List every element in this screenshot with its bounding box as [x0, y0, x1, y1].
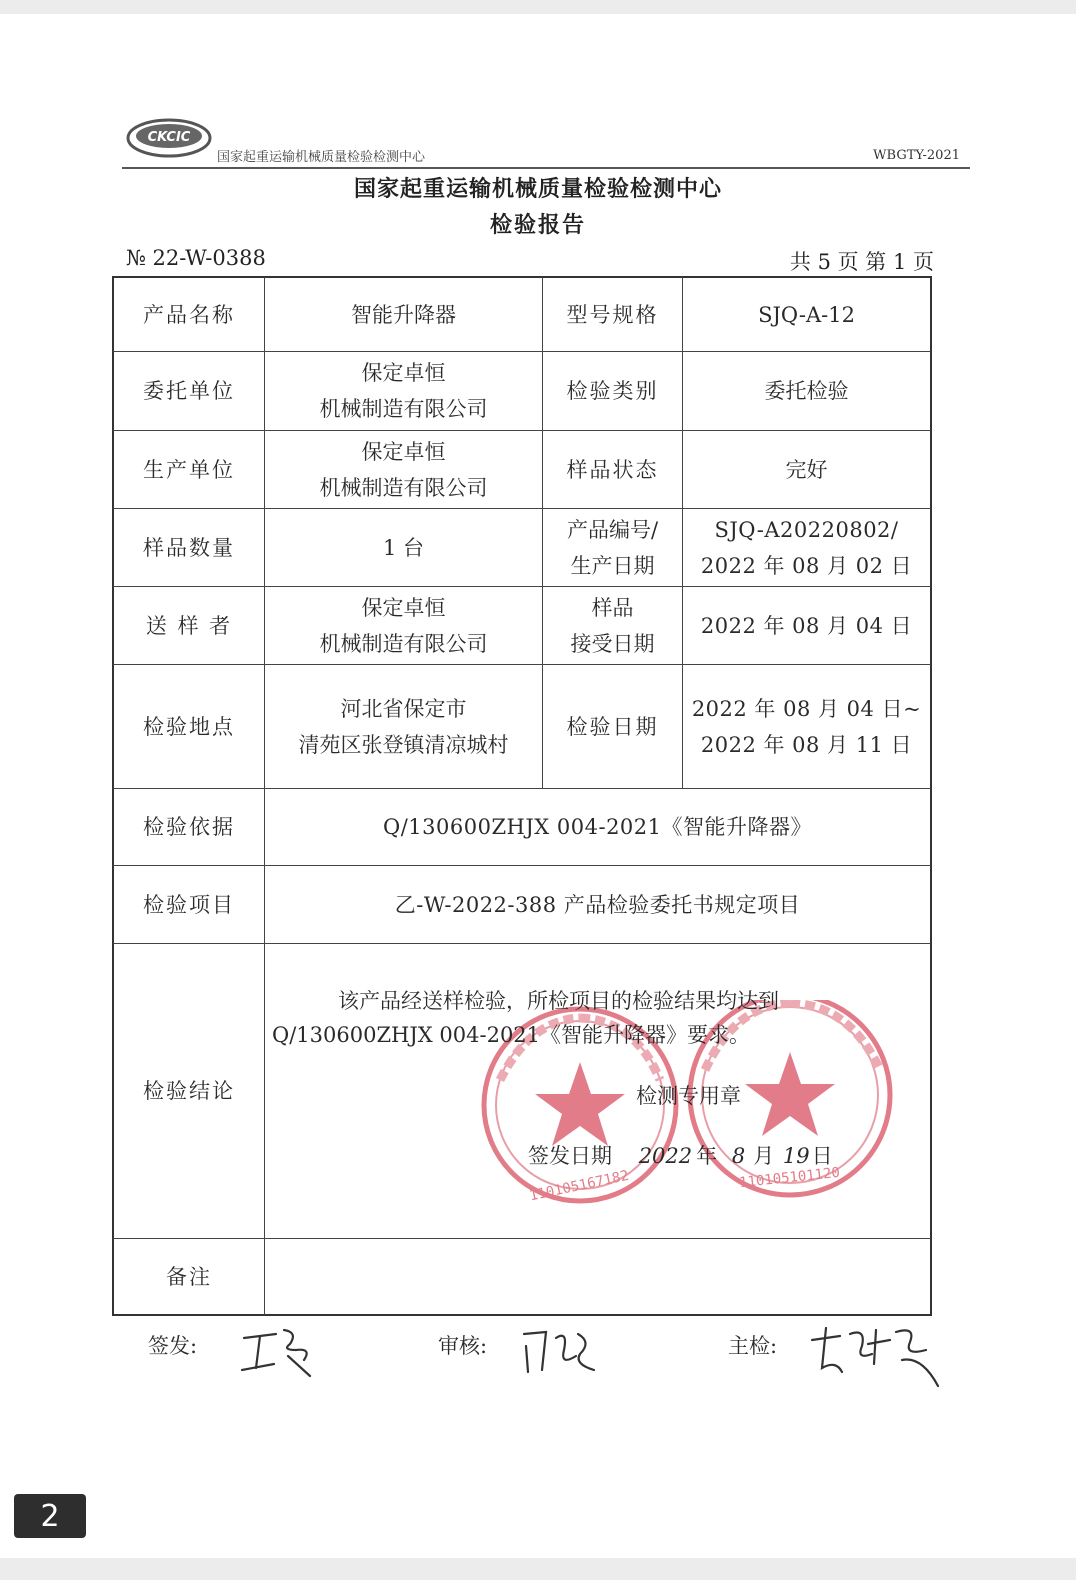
report-number: № 22-W-0388 [126, 246, 266, 270]
inspection-date-label: 检验日期 [566, 714, 659, 739]
received-date-label: 样品 接受日期 [570, 595, 655, 656]
model-label: 型号规格 [566, 302, 659, 327]
left-seal-code: 110105167182 [528, 1167, 631, 1205]
conclusion-label: 检验结论 [143, 1079, 235, 1103]
basis-label: 检验依据 [143, 815, 235, 839]
issuer-label: 签发: [148, 1334, 198, 1358]
serial-value: SJQ-A20220802/ 2022 年 08 月 02 日 [700, 517, 913, 578]
items-value: 乙-W-2022-388 产品检验委托书规定项目 [394, 892, 801, 917]
producer-value: 保定卓恒 机械制造有限公司 [319, 439, 488, 500]
client-value: 保定卓恒 机械制造有限公司 [319, 361, 488, 421]
logo-text: CKCIC [147, 130, 191, 145]
header-doc-code: WBGTY-2021 [873, 148, 960, 163]
issue-date-day-unit: 日 [811, 1144, 833, 1168]
inspection-type-value: 委托检验 [764, 379, 849, 403]
ckcic-logo [126, 117, 212, 159]
product-name-value: 智能升降器 [351, 302, 456, 327]
report-org-title: 国家起重运输机械质量检验检测中心 [353, 177, 722, 202]
conclusion-line-1: 该产品经送样检验，所检项目的检验结果均达到 [338, 989, 779, 1013]
sample-qty-value: 1 台 [382, 535, 425, 560]
items-label: 检验项目 [143, 892, 235, 917]
received-date-value: 2022 年 08 月 04 日 [700, 613, 913, 638]
serial-label: 产品编号/ 生产日期 [566, 517, 659, 578]
inspection-type-label: 检验类别 [566, 379, 659, 403]
issuer-signature [238, 1320, 318, 1380]
inspector-label: 主检: [728, 1334, 778, 1358]
viewer-top-bar [0, 0, 1076, 14]
sample-state-value: 完好 [785, 457, 828, 482]
seal-star-icon [535, 1062, 625, 1146]
model-value: SJQ-A-12 [758, 302, 855, 327]
sender-value: 保定卓恒 机械制造有限公司 [319, 595, 488, 656]
inspection-date-value: 2022 年 08 月 04 日~ 2022 年 08 月 11 日 [691, 696, 922, 757]
right-seal-code: 110105101120 [738, 1164, 841, 1192]
sample-qty-label: 样品数量 [143, 535, 235, 560]
issue-date-label: 签发日期 [528, 1144, 612, 1168]
sender-label: 送 样 者 [145, 613, 233, 638]
header-org-name: 国家起重运输机械质量检验检测中心 [217, 150, 426, 165]
issue-date-day: 19 [782, 1144, 810, 1168]
conclusion-line-2: Q/130600ZHJX 004-2021《智能升降器》要求。 [272, 1023, 751, 1047]
seal-star-icon [745, 1052, 835, 1136]
inspector-signature [806, 1320, 946, 1390]
issue-date-year-unit: 年 [696, 1144, 718, 1168]
stamp-label: 检测专用章 [636, 1084, 741, 1108]
issue-date [528, 1140, 833, 1170]
remarks-label: 备注 [166, 1265, 212, 1289]
sample-state-label: 样品状态 [566, 457, 659, 482]
location-value: 河北省保定市 清苑区张登镇清凉城村 [298, 696, 509, 757]
header-rule [122, 167, 970, 169]
issue-date-month: 8 [731, 1144, 746, 1168]
issue-date-year: 2022 [638, 1144, 693, 1168]
location-label: 检验地点 [143, 714, 235, 739]
issue-date-month-unit: 月 [753, 1144, 775, 1168]
reviewer-label: 审核: [438, 1334, 488, 1358]
page-count: 共 5 页 第 1 页 [789, 250, 934, 274]
client-label: 委托单位 [143, 379, 235, 403]
report-title: 检验报告 [489, 213, 586, 238]
basis-value: Q/130600ZHJX 004-2021《智能升降器》 [382, 815, 813, 839]
page-number-badge[interactable]: 2 [14, 1494, 86, 1538]
remarks-value [265, 1239, 930, 1315]
product-name-label: 产品名称 [143, 302, 235, 327]
producer-label: 生产单位 [143, 457, 235, 482]
viewer-bottom-bar [0, 1558, 1076, 1580]
conclusion-text [272, 984, 912, 1052]
reviewer-signature [516, 1320, 600, 1380]
